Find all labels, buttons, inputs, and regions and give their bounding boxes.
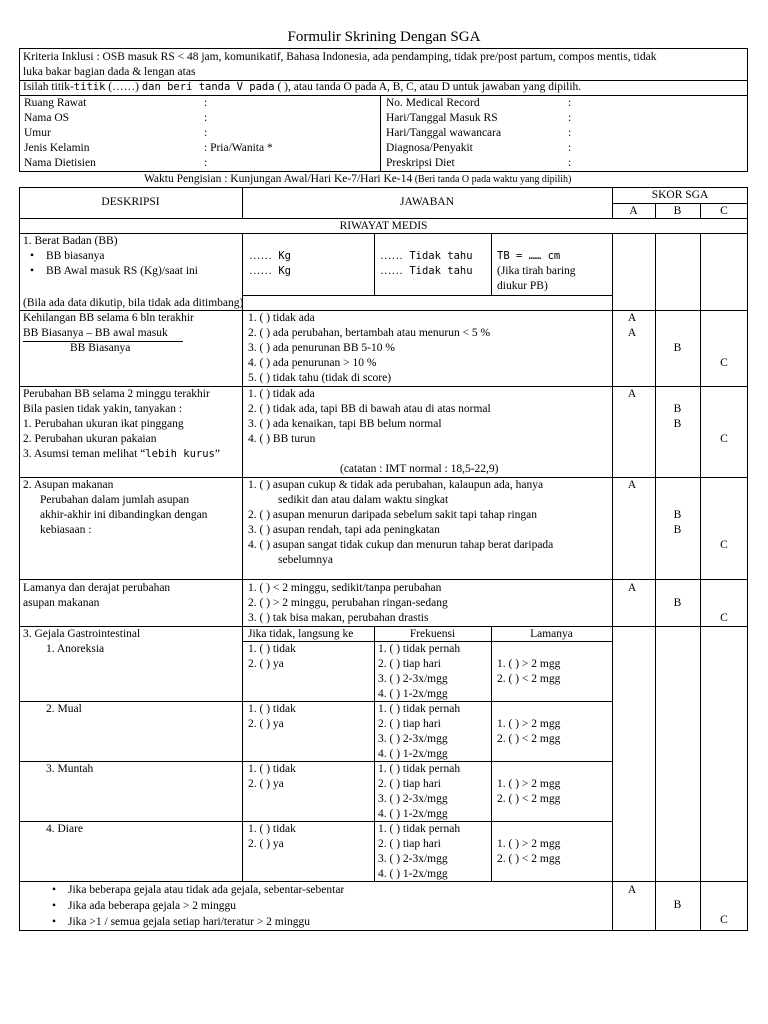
perubahan-score-b1[interactable]: B [673, 403, 682, 415]
header-deskripsi: DESKRIPSI [101, 196, 160, 208]
perubahan-close-quote: ” [214, 448, 220, 460]
waktu-note: (Beri tanda O pada waktu yang dipilih) [412, 174, 572, 185]
perubahan-desc-1: Perubahan BB selama 2 minggu terakhir [23, 388, 210, 400]
kriteria-line-1: Kriteria Inklusi : OSB masuk RS < 48 jam, komunikatif, Bahasa Indonesia, ada pendamping, tidak pre/post partum, compos mentis, tidak [23, 51, 657, 63]
header-col-c: C [720, 205, 728, 217]
instruction-text-5: ( ), atau tanda O pada A, B, C, atau D untuk jawaban yang dipilih. [274, 81, 582, 93]
mual-lama-2[interactable]: 2. ( ) < 2 mgg [497, 733, 561, 745]
gejala-col-lamanya: Lamanya [530, 628, 573, 640]
perubahan-score-a[interactable]: A [627, 388, 637, 400]
lamanya-desc-2: asupan makanan [23, 597, 100, 609]
kehilangan-score-b[interactable]: B [673, 342, 682, 354]
asupan-option-4-cont: sebelumnya [278, 554, 333, 566]
bb-note: (Bila ada data dikutip, bila tidak ada ditimbang) [23, 297, 244, 309]
kesimpulan-item-3: • Jika >1 / semua gejala setiap hari/teratur > 2 minggu [68, 915, 310, 930]
kehilangan-desc-3: BB Biasanya [70, 342, 131, 354]
anoreksia-tidak[interactable]: 1. ( ) tidak [248, 643, 296, 655]
bb-kg-awal-dots: …… [249, 265, 272, 277]
muntah-frek-3[interactable]: 3. ( ) 2-3x/mgg [378, 793, 448, 805]
diare-frek-4[interactable]: 4. ( ) 1-2x/mgg [378, 868, 448, 880]
perubahan-option-2[interactable]: 2. ( ) tidak ada, tapi BB di bawah atau di atas normal [248, 403, 491, 415]
ident-label-dietisien: Nama Dietisien [24, 157, 96, 169]
lamanya-desc-1: Lamanya dan derajat perubahan [23, 582, 171, 594]
diare-ya[interactable]: 2. ( ) ya [248, 838, 284, 850]
gejala-col-jika: Jika tidak, langsung ke [248, 628, 354, 640]
perubahan-desc-5-text: 3. Asumsi teman melihat “ [23, 448, 146, 460]
lamanya-option-2[interactable]: 2. ( ) > 2 minggu, perubahan ringan-sedang [248, 597, 448, 609]
bb-kg-biasanya-unit: Kg [272, 250, 291, 262]
bb-tb-note-1: (Jika tirah baring [497, 265, 576, 277]
anoreksia-frek-3[interactable]: 3. ( ) 2-3x/mgg [378, 673, 448, 685]
ident-value-umur[interactable]: : [204, 127, 208, 139]
perubahan-desc-4: 2. Perubahan ukuran pakaian [23, 433, 157, 445]
header-skor-sga: SKOR SGA [651, 189, 709, 201]
kehilangan-option-1[interactable]: 1. ( ) tidak ada [248, 312, 315, 324]
lamanya-score-b[interactable]: B [673, 597, 682, 609]
muntah-frek-4[interactable]: 4. ( ) 1-2x/mgg [378, 808, 448, 820]
anoreksia-frek-4[interactable]: 4. ( ) 1-2x/mgg [378, 688, 448, 700]
ident-value-diagnosa[interactable]: : [568, 142, 572, 154]
asupan-desc-3: akhir-akhir ini dibandingkan dengan [40, 509, 208, 521]
diare-lama-2[interactable]: 2. ( ) < 2 mgg [497, 853, 561, 865]
lamanya-option-3[interactable]: 3. ( ) tak bisa makan, perubahan drastis [248, 612, 429, 624]
mual-ya[interactable]: 2. ( ) ya [248, 718, 284, 730]
perubahan-lebih-kurus: lebih kurus [145, 448, 215, 460]
diare-frek-2[interactable]: 2. ( ) tiap hari [378, 838, 441, 850]
ident-label-mr: No. Medical Record [386, 97, 480, 109]
header-jawaban: JAWABAN [399, 196, 455, 208]
lamanya-option-1[interactable]: 1. ( ) < 2 minggu, sedikit/tanpa perubahan [248, 582, 442, 594]
bb-tb-note-2: diukur PB) [497, 280, 548, 292]
asupan-option-1-cont: sedikit dan atau dalam waktu singkat [278, 494, 449, 506]
gejala-mual-label: 2. Mual [46, 703, 82, 715]
header-col-b: B [673, 205, 682, 217]
bb-tidak-tahu-2[interactable] [380, 264, 473, 279]
diare-frek-1[interactable]: 1. ( ) tidak pernah [378, 823, 461, 835]
bb-item-awal: • BB Awal masuk RS (Kg)/saat ini [46, 264, 198, 279]
ident-label-wawancara: Hari/Tanggal wawancara [386, 127, 502, 139]
asupan-score-b2[interactable]: B [673, 524, 682, 536]
asupan-option-4[interactable]: 4. ( ) asupan sangat tidak cukup dan menurun tahap berat daripada [248, 539, 554, 551]
ident-value-dietisien[interactable]: : [204, 157, 208, 169]
asupan-score-c[interactable]: C [720, 539, 728, 551]
form-title: Formulir Skrining Dengan SGA [287, 29, 481, 45]
bb-tt1-label: Tidak tahu [403, 250, 473, 262]
kehilangan-desc-1: Kehilangan BB selama 6 bln terakhir [23, 312, 194, 324]
bb-kg-awal[interactable] [249, 264, 291, 279]
perubahan-score-c[interactable]: C [720, 433, 728, 445]
perubahan-desc-3: 1. Perubahan ukuran ikat pinggang [23, 418, 184, 430]
ident-label-masuk: Hari/Tanggal Masuk RS [386, 112, 498, 124]
asupan-score-a[interactable]: A [627, 479, 637, 491]
mual-frek-3[interactable]: 3. ( ) 2-3x/mgg [378, 733, 448, 745]
kehilangan-option-2[interactable]: 2. ( ) ada perubahan, bertambah atau menurun < 5 % [248, 327, 491, 339]
muntah-ya[interactable]: 2. ( ) ya [248, 778, 284, 790]
header-col-a: A [629, 205, 638, 217]
ident-value-nama[interactable]: : [204, 112, 208, 124]
asupan-option-1[interactable]: 1. ( ) asupan cukup & tidak ada perubahan, kalaupun ada, hanya [248, 479, 544, 491]
kehilangan-score-c[interactable]: C [720, 357, 728, 369]
asupan-desc-2: Perubahan dalam jumlah asupan [40, 494, 190, 506]
kehilangan-score-a2[interactable]: A [627, 327, 637, 339]
asupan-score-b1[interactable]: B [673, 509, 682, 521]
bb-kg-biasanya[interactable] [249, 249, 291, 264]
kesimpulan-score-a[interactable]: A [627, 884, 637, 896]
perubahan-catatan: (catatan : IMT normal : 18,5-22,9) [340, 463, 499, 475]
asupan-desc-1: 2. Asupan makanan [23, 479, 114, 491]
ident-label-preskripsi: Preskripsi Diet [386, 157, 455, 169]
kehilangan-option-4[interactable]: 4. ( ) ada penurunan > 10 % [248, 357, 377, 369]
ident-value-masuk[interactable]: : [568, 112, 572, 124]
kehilangan-score-a1[interactable]: A [627, 312, 637, 324]
instruction-text-2: titik [73, 81, 106, 93]
anoreksia-ya[interactable]: 2. ( ) ya [248, 658, 284, 670]
bb-tt2-dots: …… [380, 265, 403, 277]
kehilangan-desc-2: BB Biasanya – BB awal masuk [23, 327, 168, 339]
bb-tb[interactable]: TB = …… cm [497, 250, 561, 262]
mual-tidak[interactable]: 1. ( ) tidak [248, 703, 296, 715]
anoreksia-lama-2[interactable]: 2. ( ) < 2 mgg [497, 673, 561, 685]
ident-value-kelamin[interactable]: : Pria/Wanita * [204, 142, 273, 154]
anoreksia-frek-2[interactable]: 2. ( ) tiap hari [378, 658, 441, 670]
gejala-title: 3. Gejala Gastrointestinal [23, 628, 141, 640]
diare-frek-3[interactable]: 3. ( ) 2-3x/mgg [378, 853, 448, 865]
muntah-tidak[interactable]: 1. ( ) tidak [248, 763, 296, 775]
instruction-text-4: dan beri tanda V pada [141, 81, 275, 93]
waktu-pengisian[interactable] [144, 172, 571, 187]
kehilangan-option-5[interactable]: 5. ( ) tidak tahu (tidak di score) [248, 372, 392, 384]
muntah-lama-2[interactable]: 2. ( ) < 2 mgg [497, 793, 561, 805]
perubahan-desc-5 [23, 447, 220, 462]
bb-kg-awal-unit: Kg [272, 265, 291, 277]
muntah-frek-1[interactable]: 1. ( ) tidak pernah [378, 763, 461, 775]
mual-lama-1[interactable]: 1. ( ) > 2 mgg [497, 718, 561, 730]
mual-frek-1[interactable]: 1. ( ) tidak pernah [378, 703, 461, 715]
mual-frek-2[interactable]: 2. ( ) tiap hari [378, 718, 441, 730]
perubahan-option-1[interactable]: 1. ( ) tidak ada [248, 388, 315, 400]
asupan-option-2[interactable]: 2. ( ) asupan menurun daripada sebelum sakit tapi tahap ringan [248, 509, 538, 521]
perubahan-option-3[interactable]: 3. ( ) ada kenaikan, tapi BB belum normal [248, 418, 442, 430]
kriteria-line-2: luka bakar bagian dada & lengan atas [23, 66, 196, 78]
lamanya-score-c[interactable]: C [720, 612, 728, 624]
waktu-main: Waktu Pengisian : Kunjungan Awal/Hari Ke-7/Hari Ke-14 [144, 173, 413, 185]
gejala-diare-label: 4. Diare [46, 823, 84, 835]
kesimpulan-item-1: • Jika beberapa gejala atau tidak ada gejala, sebentar-sebentar [68, 883, 344, 898]
asupan-desc-4: kebiasaan : [40, 524, 92, 536]
kesimpulan-score-c[interactable]: C [720, 914, 728, 926]
diare-tidak[interactable]: 1. ( ) tidak [248, 823, 296, 835]
ident-label-nama: Nama OS [24, 112, 70, 124]
muntah-lama-1[interactable]: 1. ( ) > 2 mgg [497, 778, 561, 790]
muntah-frek-2[interactable]: 2. ( ) tiap hari [378, 778, 441, 790]
ident-value-mr[interactable]: : [568, 97, 572, 109]
anoreksia-frek-1[interactable]: 1. ( ) tidak pernah [378, 643, 461, 655]
kehilangan-option-3[interactable]: 3. ( ) ada penurunan BB 5-10 % [248, 342, 395, 354]
mual-frek-4[interactable]: 4. ( ) 1-2x/mgg [378, 748, 448, 760]
ident-label-diagnosa: Diagnosa/Penyakit [386, 142, 473, 154]
kesimpulan-score-b[interactable]: B [673, 899, 682, 911]
gejala-col-frekuensi: Frekuensi [409, 628, 456, 640]
bb-kg-biasanya-dots: …… [249, 250, 272, 262]
ident-value-preskripsi[interactable]: : [568, 157, 572, 169]
gejala-muntah-label: 3. Muntah [46, 763, 94, 775]
diare-lama-1[interactable]: 1. ( ) > 2 mgg [497, 838, 561, 850]
bb-tt1-dots: …… [380, 250, 403, 262]
asupan-option-3[interactable]: 3. ( ) asupan rendah, tapi ada peningkatan [248, 524, 440, 536]
bb-tidak-tahu-1[interactable] [380, 249, 473, 264]
perubahan-desc-2: Bila pasien tidak yakin, tanyakan : [23, 403, 183, 415]
bb-tt2-label: Tidak tahu [403, 265, 473, 277]
ident-value-ruang[interactable]: : [204, 97, 208, 109]
bb-title: 1. Berat Badan (BB) [23, 235, 118, 247]
instruction-text-1: Isilah titik- [23, 81, 74, 93]
ident-label-ruang: Ruang Rawat [24, 97, 87, 109]
perubahan-score-b2[interactable]: B [673, 418, 682, 430]
bb-item-biasanya: • BB biasanya [46, 249, 104, 264]
lamanya-score-a[interactable]: A [627, 582, 637, 594]
gejala-anoreksia-label: 1. Anoreksia [46, 643, 105, 655]
kesimpulan-item-2: • Jika ada beberapa gejala > 2 minggu [68, 899, 236, 914]
perubahan-option-4[interactable]: 4. ( ) BB turun [248, 433, 316, 445]
ident-value-wawancara[interactable]: : [568, 127, 572, 139]
anoreksia-lama-1[interactable]: 1. ( ) > 2 mgg [497, 658, 561, 670]
header-riwayat-medis: RIWAYAT MEDIS [339, 220, 428, 232]
ident-label-umur: Umur [24, 127, 51, 139]
ident-label-kelamin: Jenis Kelamin [24, 142, 90, 154]
instruction-text-3: (……) [105, 81, 142, 93]
instruction-line [23, 80, 581, 95]
